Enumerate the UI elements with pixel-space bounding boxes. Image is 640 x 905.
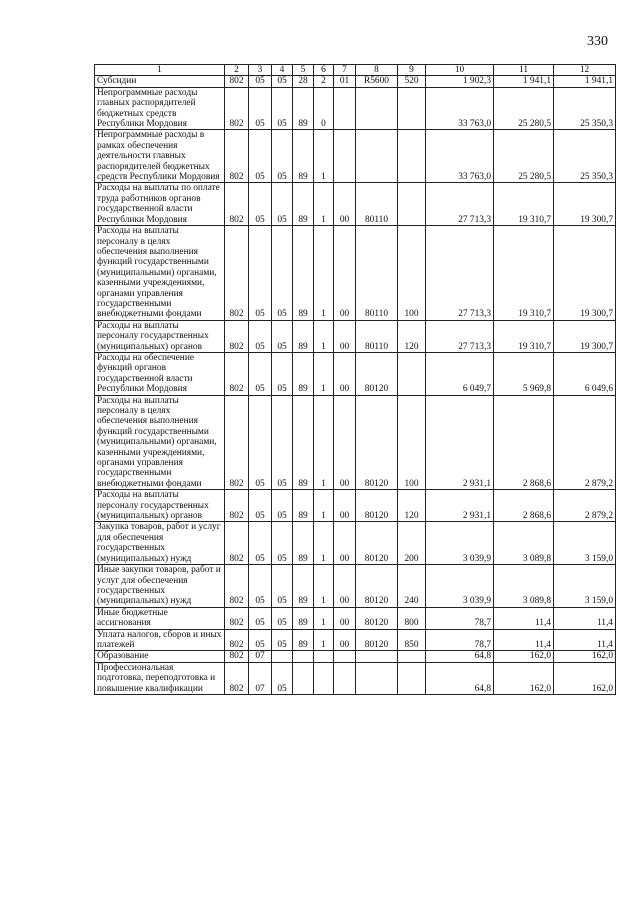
target-item-code: 80110	[356, 226, 398, 321]
grbs-code: 802	[225, 76, 249, 87]
table-row	[95, 607, 616, 629]
subprogram-code: 1	[314, 490, 334, 522]
direction-code: 00	[334, 522, 356, 565]
section-code: 05	[249, 87, 272, 130]
amount-col-12: 25 350,3	[554, 130, 616, 183]
subprogram-code: 1	[314, 629, 334, 651]
target-item-code: 80120	[356, 395, 398, 490]
amount-col-12: 3 159,0	[554, 522, 616, 565]
amount-col-12: 162,0	[554, 662, 616, 694]
amount-col-10: 2 931,1	[426, 490, 494, 522]
amount-col-10: 78,7	[426, 607, 494, 629]
row-name: Непрограммные расходы главных распорядителей бюджетных средств Республики Мордовия	[95, 87, 225, 130]
amount-col-10: 27 713,3	[426, 226, 494, 321]
subsection-code: 05	[272, 522, 293, 565]
target-item-code: 80120	[356, 490, 398, 522]
direction-code: 00	[334, 320, 356, 352]
program-code	[293, 662, 314, 694]
row-name: Расходы на выплаты персоналу в целях обеспечения выполнения функций государственными (муниципальными) органами, казенными учреждениями, органами управления государственными внебюджетными фондами	[95, 226, 225, 321]
expense-type-code: 120	[398, 320, 426, 352]
column-header: 10	[426, 65, 494, 76]
program-code: 89	[293, 490, 314, 522]
target-item-code	[356, 662, 398, 694]
amount-col-12: 162,0	[554, 651, 616, 662]
subsection-code: 05	[272, 629, 293, 651]
expense-type-code	[398, 352, 426, 395]
program-code	[293, 651, 314, 662]
expense-type-code: 520	[398, 76, 426, 87]
column-header: 3	[249, 65, 272, 76]
expense-type-code	[398, 183, 426, 226]
subprogram-code	[314, 662, 334, 694]
column-header: 6	[314, 65, 334, 76]
budget-table	[94, 64, 616, 695]
expense-type-code	[398, 87, 426, 130]
amount-col-12: 19 300,7	[554, 183, 616, 226]
amount-col-12: 2 879,2	[554, 490, 616, 522]
subprogram-code: 1	[314, 320, 334, 352]
subsection-code: 05	[272, 607, 293, 629]
subsection-code: 05	[272, 490, 293, 522]
grbs-code: 802	[225, 130, 249, 183]
subprogram-code: 1	[314, 522, 334, 565]
table-row	[95, 395, 616, 490]
subprogram-code: 1	[314, 607, 334, 629]
target-item-code	[356, 651, 398, 662]
section-code: 05	[249, 565, 272, 608]
grbs-code: 802	[225, 395, 249, 490]
target-item-code: 80120	[356, 565, 398, 608]
amount-col-12: 3 159,0	[554, 565, 616, 608]
column-header: 5	[293, 65, 314, 76]
direction-code: 00	[334, 395, 356, 490]
direction-code: 00	[334, 352, 356, 395]
direction-code: 00	[334, 629, 356, 651]
section-code: 05	[249, 130, 272, 183]
table-row	[95, 320, 616, 352]
column-header: 4	[272, 65, 293, 76]
subsection-code: 05	[272, 565, 293, 608]
amount-col-11: 19 310,7	[494, 320, 554, 352]
subprogram-code: 0	[314, 87, 334, 130]
target-item-code: 80120	[356, 352, 398, 395]
amount-col-11: 3 089,8	[494, 522, 554, 565]
amount-col-11: 162,0	[494, 662, 554, 694]
amount-col-11: 2 868,6	[494, 395, 554, 490]
column-header: 7	[334, 65, 356, 76]
amount-col-10: 33 763,0	[426, 130, 494, 183]
table-row	[95, 352, 616, 395]
table-row	[95, 651, 616, 662]
amount-col-11: 2 868,6	[494, 490, 554, 522]
subprogram-code	[314, 651, 334, 662]
row-name: Образование	[95, 651, 225, 662]
amount-col-11: 25 280,5	[494, 130, 554, 183]
direction-code	[334, 87, 356, 130]
amount-col-10: 2 931,1	[426, 395, 494, 490]
row-name: Расходы на выплаты персоналу в целях обеспечения выполнения функций государственными (муниципальными) органами, казенными учреждениями, органами управления государственными внебюджетными фондами	[95, 395, 225, 490]
grbs-code: 802	[225, 226, 249, 321]
amount-col-10: 64,8	[426, 662, 494, 694]
amount-col-11: 5 969,8	[494, 352, 554, 395]
subsection-code: 05	[272, 320, 293, 352]
section-code: 05	[249, 395, 272, 490]
table-row	[95, 76, 616, 87]
expense-type-code: 240	[398, 565, 426, 608]
expense-type-code: 120	[398, 490, 426, 522]
amount-col-10: 27 713,3	[426, 320, 494, 352]
grbs-code: 802	[225, 320, 249, 352]
grbs-code: 802	[225, 607, 249, 629]
subprogram-code: 1	[314, 395, 334, 490]
page-number: 330	[587, 34, 608, 49]
expense-type-code: 800	[398, 607, 426, 629]
amount-col-12: 25 350,3	[554, 87, 616, 130]
subsection-code: 05	[272, 352, 293, 395]
subprogram-code: 1	[314, 183, 334, 226]
program-code: 89	[293, 87, 314, 130]
amount-col-12: 11,4	[554, 607, 616, 629]
amount-col-10: 6 049,7	[426, 352, 494, 395]
amount-col-11: 11,4	[494, 629, 554, 651]
amount-col-12: 19 300,7	[554, 226, 616, 321]
amount-col-11: 1 941,1	[494, 76, 554, 87]
column-header: 9	[398, 65, 426, 76]
grbs-code: 802	[225, 352, 249, 395]
section-code: 05	[249, 76, 272, 87]
section-code: 05	[249, 522, 272, 565]
grbs-code: 802	[225, 183, 249, 226]
program-code: 89	[293, 226, 314, 321]
subprogram-code: 1	[314, 352, 334, 395]
row-name: Иные закупки товаров, работ и услуг для обеспечения государственных (муниципальных) нужд	[95, 565, 225, 608]
program-code: 89	[293, 320, 314, 352]
direction-code	[334, 651, 356, 662]
subprogram-code: 1	[314, 130, 334, 183]
subsection-code: 05	[272, 662, 293, 694]
subprogram-code: 2	[314, 76, 334, 87]
amount-col-10: 78,7	[426, 629, 494, 651]
column-header: 12	[554, 65, 616, 76]
column-header: 2	[225, 65, 249, 76]
row-name: Профессиональная подготовка, переподготовка и повышение квалификации	[95, 662, 225, 694]
grbs-code: 802	[225, 651, 249, 662]
amount-col-11: 19 310,7	[494, 226, 554, 321]
section-code: 05	[249, 352, 272, 395]
program-code: 89	[293, 352, 314, 395]
section-code: 05	[249, 183, 272, 226]
target-item-code: 80120	[356, 607, 398, 629]
amount-col-12: 2 879,2	[554, 395, 616, 490]
program-code: 28	[293, 76, 314, 87]
direction-code: 00	[334, 607, 356, 629]
amount-col-12: 11,4	[554, 629, 616, 651]
subsection-code	[272, 651, 293, 662]
column-number-row	[95, 65, 616, 76]
row-name: Закупка товаров, работ и услуг для обеспечения государственных (муниципальных) нужд	[95, 522, 225, 565]
direction-code	[334, 662, 356, 694]
section-code: 05	[249, 490, 272, 522]
grbs-code: 802	[225, 522, 249, 565]
table-row	[95, 226, 616, 321]
expense-type-code	[398, 130, 426, 183]
subsection-code: 05	[272, 87, 293, 130]
program-code: 89	[293, 565, 314, 608]
table-row	[95, 183, 616, 226]
target-item-code: R5600	[356, 76, 398, 87]
section-code: 05	[249, 607, 272, 629]
expense-type-code: 850	[398, 629, 426, 651]
section-code: 07	[249, 651, 272, 662]
direction-code: 00	[334, 183, 356, 226]
row-name: Расходы на выплаты по оплате труда работников органов государственной власти Республики Мордовия	[95, 183, 225, 226]
program-code: 89	[293, 130, 314, 183]
expense-type-code	[398, 651, 426, 662]
amount-col-11: 19 310,7	[494, 183, 554, 226]
grbs-code: 802	[225, 662, 249, 694]
amount-col-11: 162,0	[494, 651, 554, 662]
column-header: 1	[95, 65, 225, 76]
table-row	[95, 490, 616, 522]
amount-col-12: 19 300,7	[554, 320, 616, 352]
amount-col-12: 6 049,6	[554, 352, 616, 395]
amount-col-10: 64,8	[426, 651, 494, 662]
grbs-code: 802	[225, 629, 249, 651]
grbs-code: 802	[225, 490, 249, 522]
amount-col-11: 11,4	[494, 607, 554, 629]
amount-col-12: 1 941,1	[554, 76, 616, 87]
row-name: Расходы на выплаты персоналу государственных (муниципальных) органов	[95, 320, 225, 352]
subsection-code: 05	[272, 130, 293, 183]
amount-col-10: 3 039,9	[426, 565, 494, 608]
amount-col-11: 3 089,8	[494, 565, 554, 608]
target-item-code: 80110	[356, 183, 398, 226]
table-body	[95, 76, 616, 695]
program-code: 89	[293, 522, 314, 565]
row-name: Расходы на обеспечение функций органов государственной власти Республики Мордовия	[95, 352, 225, 395]
direction-code: 00	[334, 226, 356, 321]
program-code: 89	[293, 629, 314, 651]
amount-col-10: 1 902,3	[426, 76, 494, 87]
subsection-code: 05	[272, 226, 293, 321]
table-row	[95, 87, 616, 130]
table-row	[95, 130, 616, 183]
subsection-code: 05	[272, 183, 293, 226]
expense-type-code: 100	[398, 395, 426, 490]
expense-type-code	[398, 662, 426, 694]
section-code: 05	[249, 226, 272, 321]
amount-col-10: 3 039,9	[426, 522, 494, 565]
direction-code: 00	[334, 490, 356, 522]
column-header: 11	[494, 65, 554, 76]
subsection-code: 05	[272, 395, 293, 490]
table-row	[95, 629, 616, 651]
amount-col-10: 27 713,3	[426, 183, 494, 226]
grbs-code: 802	[225, 565, 249, 608]
section-code: 05	[249, 320, 272, 352]
expense-type-code: 200	[398, 522, 426, 565]
program-code: 89	[293, 183, 314, 226]
section-code: 05	[249, 629, 272, 651]
row-name: Иные бюджетные ассигнования	[95, 607, 225, 629]
row-name: Расходы на выплаты персоналу государственных (муниципальных) органов	[95, 490, 225, 522]
expense-type-code: 100	[398, 226, 426, 321]
column-header: 8	[356, 65, 398, 76]
direction-code: 00	[334, 565, 356, 608]
target-item-code	[356, 87, 398, 130]
grbs-code: 802	[225, 87, 249, 130]
table-row	[95, 522, 616, 565]
target-item-code	[356, 130, 398, 183]
program-code: 89	[293, 395, 314, 490]
direction-code	[334, 130, 356, 183]
amount-col-10: 33 763,0	[426, 87, 494, 130]
subprogram-code: 1	[314, 226, 334, 321]
direction-code: 01	[334, 76, 356, 87]
target-item-code: 80120	[356, 629, 398, 651]
section-code: 07	[249, 662, 272, 694]
table-row	[95, 565, 616, 608]
row-name: Уплата налогов, сборов и иных платежей	[95, 629, 225, 651]
amount-col-11: 25 280,5	[494, 87, 554, 130]
row-name: Субсидии	[95, 76, 225, 87]
row-name: Непрограммные расходы в рамках обеспечения деятельности главных распорядителей бюджетных средств Республики Мордовия	[95, 130, 225, 183]
target-item-code: 80110	[356, 320, 398, 352]
table-row	[95, 662, 616, 694]
subprogram-code: 1	[314, 565, 334, 608]
target-item-code: 80120	[356, 522, 398, 565]
subsection-code: 05	[272, 76, 293, 87]
program-code: 89	[293, 607, 314, 629]
